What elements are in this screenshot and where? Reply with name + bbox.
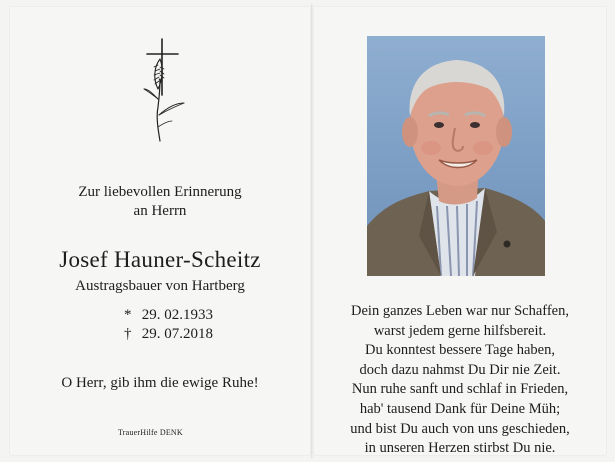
occupation-subtitle: Austragsbauer von Hartberg <box>75 278 245 294</box>
birth-date: 29. 02.1933 <box>141 307 213 323</box>
left-panel <box>10 7 310 455</box>
deceased-name: Josef Hauner-Scheitz <box>59 247 261 272</box>
poem-line-7: und bist Du auch von uns geschieden, <box>350 420 570 437</box>
prayer-text: O Herr, gib ihm die ewige Ruhe! <box>61 375 259 391</box>
poem-line-4: doch dazu nahmst Du Dir nie Zeit. <box>359 361 561 378</box>
death-row <box>124 325 213 344</box>
poem-line-2: warst jedem gerne hilfsbereit. <box>373 322 547 339</box>
cross-with-wheat-icon <box>138 37 190 149</box>
birth-row <box>124 306 213 325</box>
memory-line-1: Zur liebevollen Erinnerung <box>78 184 242 200</box>
poem-line-1: Dein ganzes Leben war nur Schaffen, <box>351 303 569 319</box>
poem-line-3: Du konntest bessere Tage haben, <box>365 342 555 359</box>
poem-line-6: hab' tausend Dank für Deine Müh; <box>359 400 561 417</box>
right-panel <box>314 7 606 455</box>
death-date: 29. 07.2018 <box>141 326 213 342</box>
publisher-footer: TrauerHilfe DENK <box>118 428 183 437</box>
poem-line-8: in unseren Herzen stirbst Du nie. <box>364 440 556 457</box>
portrait-photo <box>367 36 545 276</box>
card-fold <box>311 4 313 458</box>
memory-line-2: an Herrn <box>133 203 187 219</box>
death-symbol: † <box>124 326 132 342</box>
life-dates <box>124 306 213 344</box>
poem <box>314 302 606 459</box>
birth-symbol: * <box>124 307 132 323</box>
poem-line-5: Nun ruhe sanft und schlaf in Frieden, <box>351 381 569 398</box>
